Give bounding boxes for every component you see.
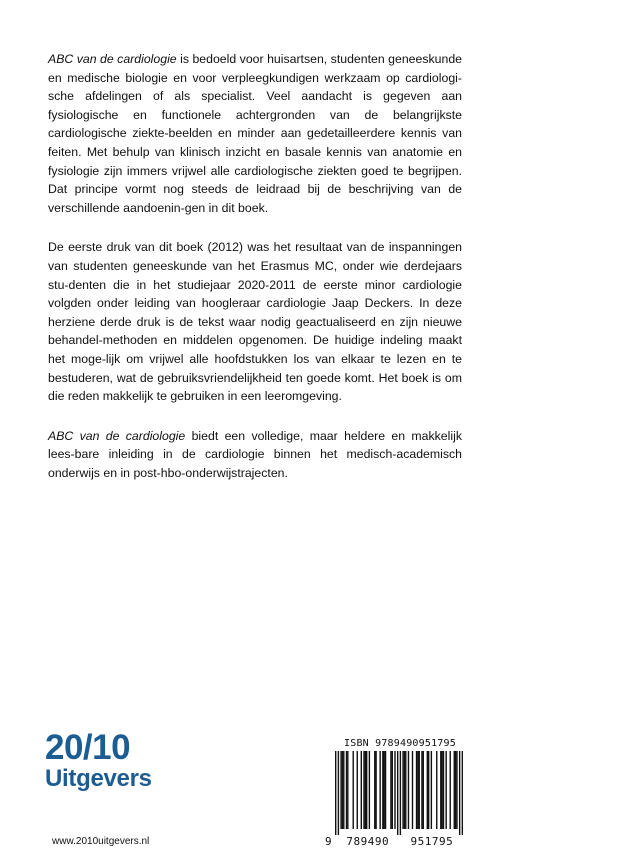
publisher-logo-name: Uitgevers bbox=[45, 765, 152, 792]
barcode-bar bbox=[454, 751, 455, 829]
barcode-bar bbox=[392, 751, 393, 829]
book-title-italic: ABC van de cardiologie bbox=[48, 52, 177, 66]
publisher-logo-number: 20/10 bbox=[45, 728, 131, 767]
paragraph-1 bbox=[48, 50, 462, 217]
barcode-bar bbox=[445, 751, 446, 829]
paragraph-3-text: biedt een volledige, maar heldere en makkelijk lees-bare inleiding in de cardiologie binnen het medisch-academisch onderwijs en in post-hbo-onderwijstrajecten. bbox=[48, 428, 462, 480]
barcode-bar bbox=[357, 751, 358, 829]
barcode-bar bbox=[347, 751, 348, 829]
barcode-bar bbox=[390, 751, 391, 829]
barcode-bar bbox=[385, 751, 386, 829]
barcode-bar bbox=[423, 751, 424, 829]
barcode-bar bbox=[379, 751, 380, 829]
barcode-bar bbox=[417, 751, 418, 829]
barcode-bar bbox=[408, 751, 409, 829]
barcode-bar bbox=[369, 751, 370, 829]
barcode-icon bbox=[335, 751, 463, 835]
barcode-bar bbox=[427, 751, 428, 829]
barcode-bar bbox=[394, 751, 395, 829]
barcode-bar bbox=[384, 751, 385, 829]
barcode-bar bbox=[455, 751, 456, 829]
barcode-bar bbox=[412, 751, 413, 829]
barcode-bar bbox=[342, 751, 343, 829]
barcode-digit-first: 9 bbox=[325, 835, 333, 848]
barcode-bar bbox=[402, 751, 403, 829]
barcode-bar bbox=[335, 751, 336, 835]
barcode-bar bbox=[343, 751, 344, 829]
book-title-italic: ABC van de cardiologie bbox=[48, 428, 186, 443]
barcode-bar bbox=[338, 751, 339, 835]
barcode-bar bbox=[374, 751, 375, 829]
barcode-bar bbox=[419, 751, 420, 829]
barcode-bar bbox=[443, 751, 444, 829]
barcode-bar bbox=[450, 751, 451, 829]
paragraph-2-text: De eerste druk van dit boek (2012) was het resultaat van de inspanningen van studenten geneeskunde van het Erasmus MC, onder wie derdejaars stu-denten die in het studiejaar 2020-2011 de eerste minor cardiologie volgden onder leiding van hoogleraar cardiologie Jaap Deckers. In deze herziene derde druk is de tekst waar nodig geactualiseerd en zijn nieuwe behandel-methoden en middelen opgenomen. De huidige indeling maakt het moge-lijk om vrijwel alle hoofdstukken los van elkaar te lezen en te bestuderen, wat de gebruiksvriendelijkheid ten goede komt. Het boek is om die reden makkelijk te gebruiken in een leeromgeving. bbox=[48, 240, 462, 404]
barcode-bar bbox=[353, 751, 354, 829]
paragraph-1-text: is bedoeld voor huisartsen, studenten geneeskunde en medische biologie en voor verpleegkundigen werkzaam op cardiologi-sche afdelingen of als specialist. Veel aandacht is gegeven aan fysiologische en functionele achtergronden van de belangrijkste cardiologische ziekte-beelden en minder aan gedetailleerdere kennis van feiten. Met behulp van klinisch inzicht en basale kennis van anatomie en fysiologie zijn immers vrijwel alle cardiologische ziekten goed te begrijpen. Dat principe vormt nog steeds de leidraad bij de beschrijving van de verschillende aandoenin-gen in dit boek. bbox=[48, 52, 462, 215]
barcode-bar bbox=[441, 751, 442, 829]
barcode-bar bbox=[456, 751, 457, 829]
barcode-digits-right: 951795 bbox=[410, 835, 454, 848]
barcode-bar bbox=[428, 751, 429, 829]
barcode-bar bbox=[361, 751, 362, 829]
paragraph-3 bbox=[48, 427, 462, 483]
barcode-bar bbox=[400, 751, 401, 835]
barcode-bar bbox=[404, 751, 405, 829]
publisher-url: www.2010uitgevers.nl bbox=[52, 836, 150, 847]
barcode-bar bbox=[436, 751, 437, 829]
barcode-bar bbox=[346, 751, 347, 829]
isbn-label: ISBN 9789490951795 bbox=[344, 738, 456, 749]
barcode-bar bbox=[416, 751, 417, 829]
back-cover-text bbox=[48, 50, 462, 503]
barcode-bar bbox=[382, 751, 383, 829]
barcode-digits-left: 789490 bbox=[346, 835, 390, 848]
paragraph-2 bbox=[48, 238, 462, 405]
barcode-bar bbox=[421, 751, 422, 829]
barcode-bar bbox=[431, 751, 432, 829]
barcode-bar bbox=[340, 751, 341, 829]
barcode-bar bbox=[459, 751, 460, 835]
barcode-bar bbox=[462, 751, 463, 835]
barcode-digits bbox=[325, 835, 471, 848]
publisher-logo bbox=[45, 730, 152, 792]
barcode-bar bbox=[397, 751, 398, 835]
barcode-bar bbox=[375, 751, 376, 829]
barcode-bar bbox=[405, 751, 406, 829]
barcode-bar bbox=[366, 751, 367, 829]
barcode-bar bbox=[440, 751, 441, 829]
barcode-bar bbox=[365, 751, 366, 829]
barcode-bar bbox=[363, 751, 364, 829]
